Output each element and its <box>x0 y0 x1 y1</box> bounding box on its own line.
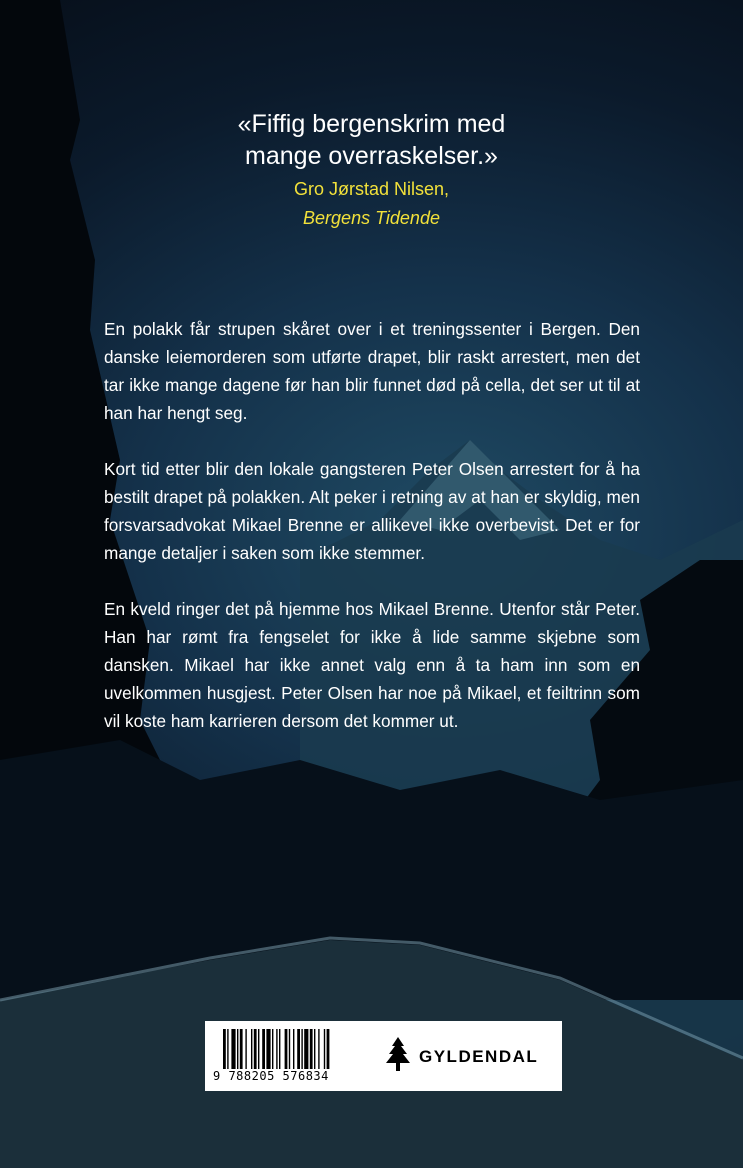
blurb-paragraph: En polakk får strupen skåret over i et treningssenter i Bergen. Den danske leiemorderen som utførte drapet, blir raskt arrestert, men det tar ikke mange dagene før han blir funnet død på cella, det ser ut til at han har hengt seg. <box>104 319 640 423</box>
isbn-number: 9 788205 576834 <box>213 1069 329 1083</box>
quote-author: Gro Jørstad Nilsen, <box>293 179 450 199</box>
blurb-paragraph: Kort tid etter blir den lokale gangsteren Peter Olsen arrestert for å ha bestilt drapet på polakken. Alt peker i retning av at han er skyldig, men forsvarsadvokat Mikael Brenne er allikevel ikke overbevist. Det er for mange detaljer i saken som ikke stemmer. <box>104 459 640 563</box>
quote-source: Bergens Tidende <box>303 208 440 228</box>
book-blurb <box>104 315 640 763</box>
barcode-icon <box>223 1029 363 1069</box>
blurb-paragraph: En kveld ringer det på hjemme hos Mikael Brenne. Utenfor står Peter. Han har rømt fra fengselet for ikke å lide samme skjebne som dansken. Mikael har ikke annet valg enn å ta ham inn som en uvelkommen husgjest. Peter Olsen har noe på Mikael, et feiltrinn som vil koste ham karrieren dersom det kommer ut. <box>104 599 640 731</box>
tree-icon <box>383 1037 413 1075</box>
publisher-name: GYLDENDAL <box>419 1047 539 1066</box>
barcode-panel <box>205 1021 562 1091</box>
quote-text: «Fiffig bergenskrim med mange overraskelser.» <box>237 110 506 170</box>
review-quote <box>0 108 743 232</box>
